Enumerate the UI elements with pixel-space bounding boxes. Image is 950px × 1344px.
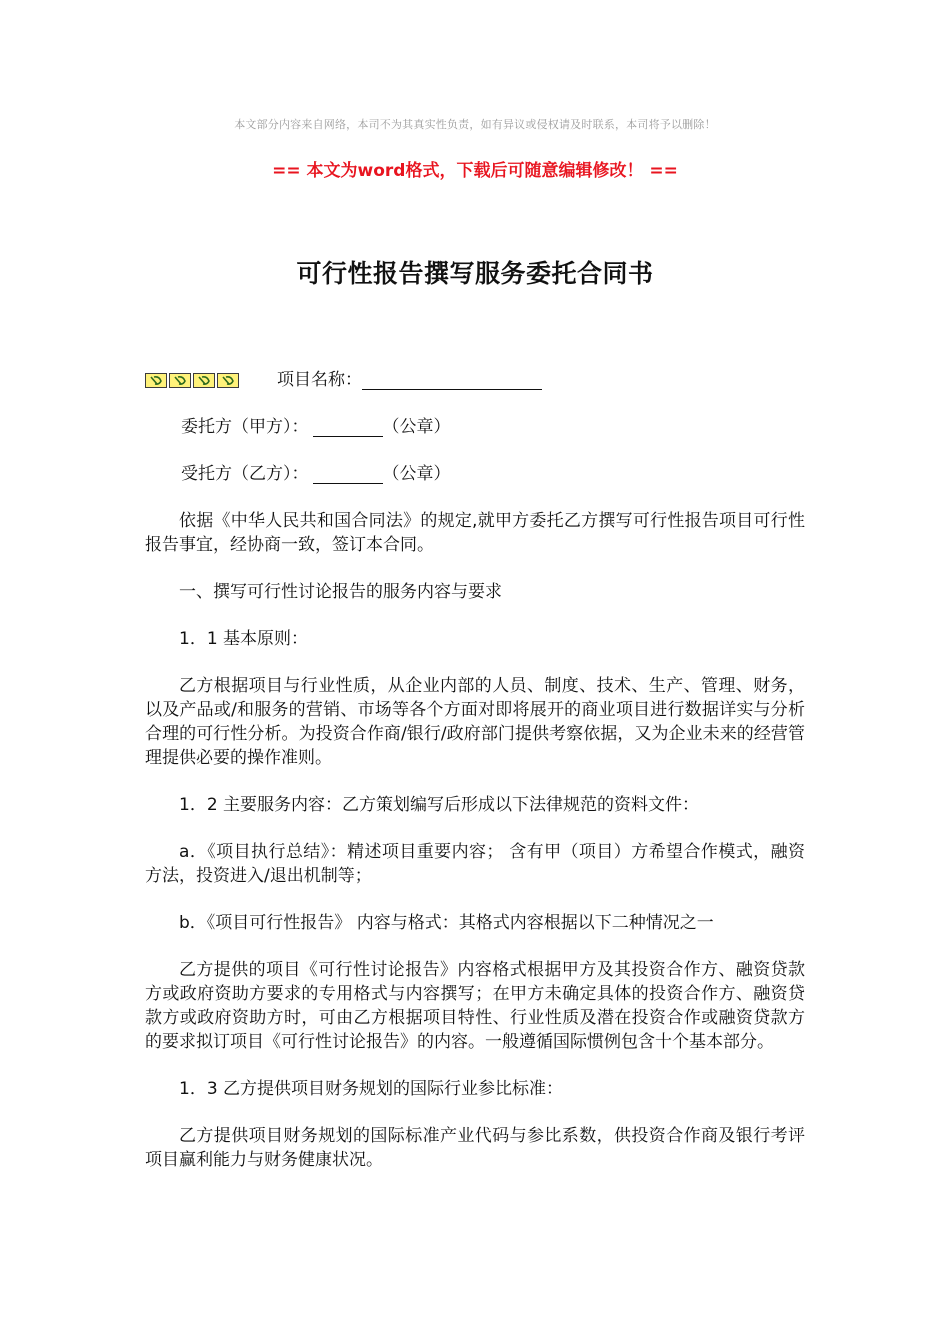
pencil-icon [193, 373, 215, 388]
project-name-blank[interactable] [362, 371, 542, 390]
paragraph: 乙方根据项目与行业性质，从企业内部的人员、制度、技术、生产、管理、财务，以及产品或/和服务的营销、市场等各个方面对即将展开的商业项目进行数据详实与分析合理的可行性分析。为投资合作商/银行/政府部门提供考察依据，又为企业未来的经营管理提供必要的操作准则。 [145, 676, 805, 768]
paragraph: 乙方提供项目财务规划的国际标准产业代码与参比系数，供投资合作商及银行考评项目赢利能力与财务健康状况。 [145, 1126, 805, 1170]
subsection-heading: 1．2 主要服务内容：乙方策划编写后形成以下法律规范的资料文件： [179, 795, 700, 815]
document-title: 可行性报告撰写服务委托合同书 [296, 259, 654, 288]
paragraph: b．《项目可行性报告》 内容与格式：其格式内容根据以下二种情况之一 [179, 913, 714, 933]
party-a-seal: （公章） [382, 417, 451, 437]
party-a-row [145, 415, 805, 439]
pencil-icon [145, 373, 167, 388]
subsection-heading: 1．1 基本原则： [179, 629, 309, 649]
document-body [145, 368, 805, 1195]
subsection-heading: 1．3 乙方提供项目财务规划的国际行业参比标准： [179, 1079, 564, 1099]
disclaimer-text: 本文部分内容来自网络，本司不为其真实性负责，如有异议或侵权请及时联系，本司将予以删除！ [234, 118, 716, 131]
paragraph: a．《项目执行总结》：精述项目重要内容； 含有甲（项目）方希望合作模式，融资方法，投资进入/退出机制等； [145, 842, 805, 886]
party-b-seal: （公章） [382, 464, 451, 484]
pencil-icon [169, 373, 191, 388]
party-a-label: 委托方（甲方）： [181, 417, 309, 437]
party-b-label: 受托方（乙方）： [181, 464, 309, 484]
decorative-icons [145, 373, 241, 388]
project-name-row [145, 368, 805, 392]
party-b-row [145, 462, 805, 486]
party-a-blank[interactable] [313, 418, 383, 437]
party-b-blank[interactable] [313, 465, 383, 484]
paragraph: 乙方提供的项目《可行性讨论报告》内容格式根据甲方及其投资合作方、融资贷款方或政府资助方要求的专用格式与内容撰写；在甲方未确定具体的投资合作方、融资贷款方或政府资助方时，可由乙方根据项目特性、行业性质及潜在投资合作或融资贷款方的要求拟订项目《可行性讨论报告》的内容。一般遵循国际惯例包含十个基本部分。 [145, 960, 805, 1052]
section-heading: 一、撰写可行性讨论报告的服务内容与要求 [179, 582, 502, 602]
format-notice: == 本文为word格式，下载后可随意编辑修改！ == [272, 161, 678, 181]
paragraph: 依据《中华人民共和国合同法》的规定,就甲方委托乙方撰写可行性报告项目可行性报告事宜，经协商一致，签订本合同。 [145, 511, 805, 555]
project-name-label: 项目名称： [277, 370, 362, 390]
pencil-icon [217, 373, 239, 388]
